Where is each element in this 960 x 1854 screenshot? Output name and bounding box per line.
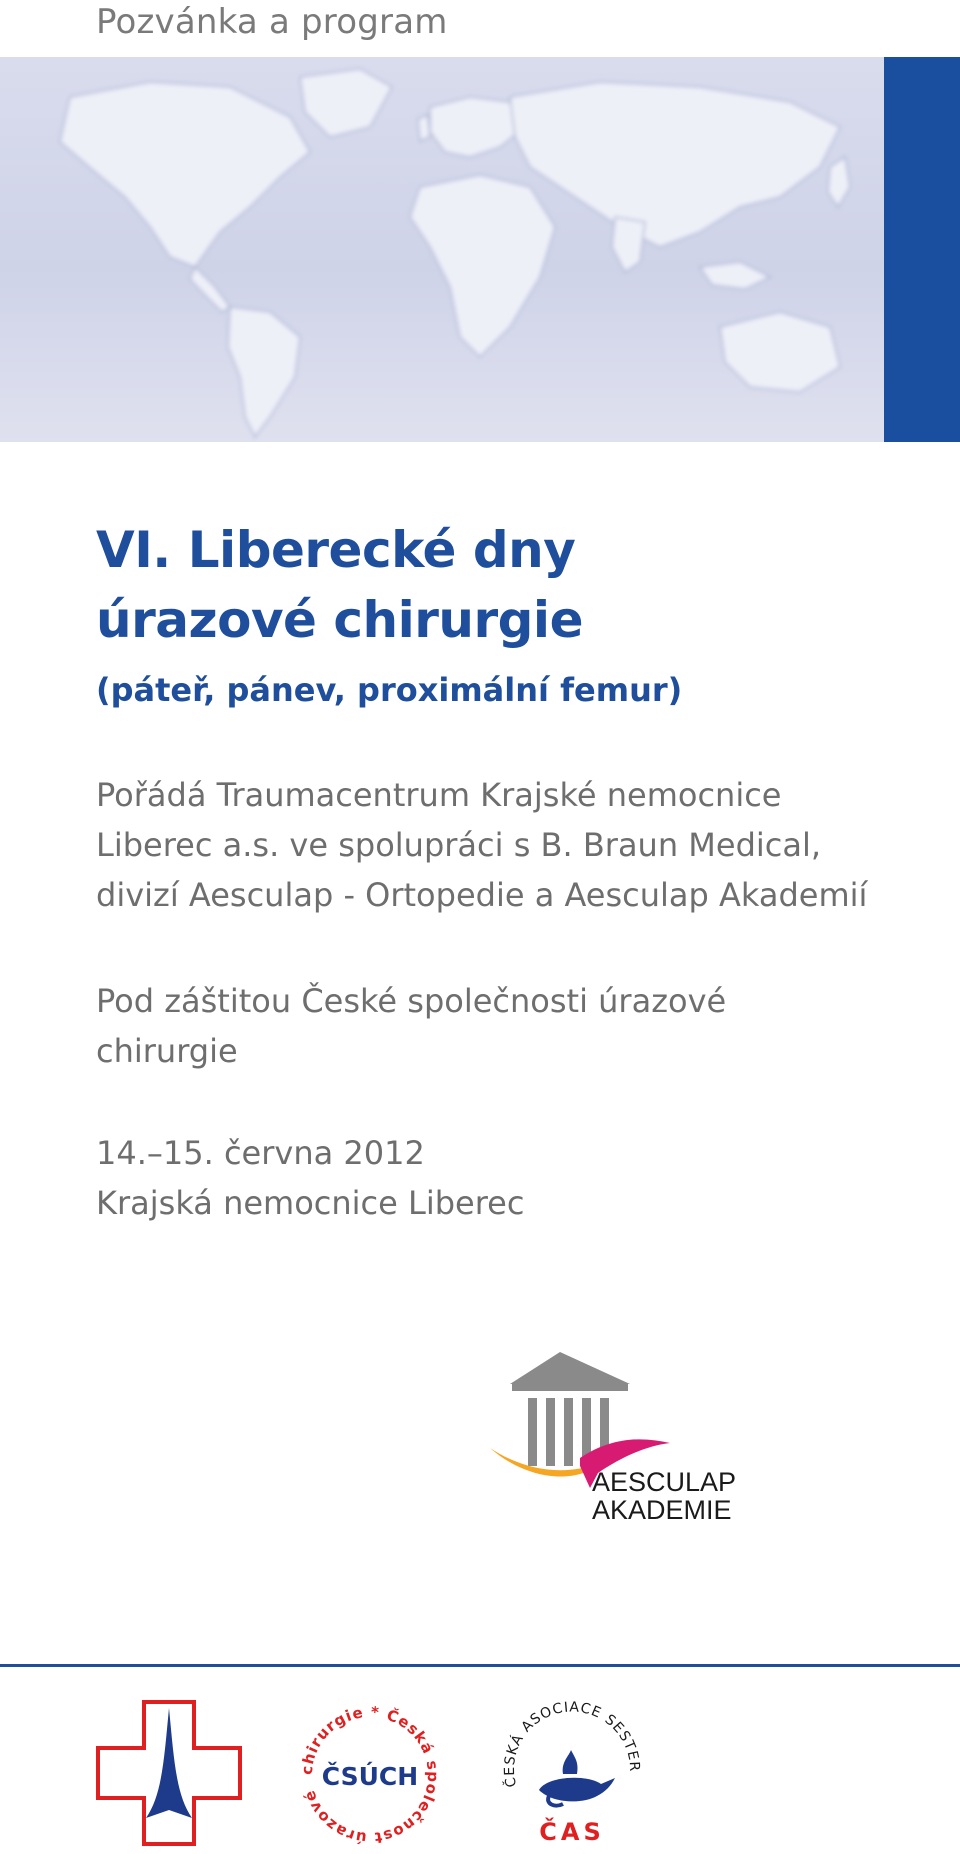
cas-ring-text: ČESKÁ ASOCIACE SESTER (501, 1700, 643, 1789)
event-title-line2: úrazové chirurgie (96, 591, 583, 649)
date-place-text (96, 1128, 524, 1228)
world-map-image (0, 57, 884, 442)
event-subtitle: (páteř, pánev, proximální femur) (96, 671, 683, 709)
organizer-line1: Pořádá Traumacentrum Krajské nemocnice (96, 776, 782, 814)
footer-divider (0, 1664, 960, 1667)
organizer-line3: divizí Aesculap - Ortopedie a Aesculap Akademií (96, 876, 868, 914)
csuch-seal-icon (295, 1700, 445, 1850)
accent-bar (884, 57, 960, 442)
organizer-text (96, 770, 867, 920)
cas-logo (497, 1700, 647, 1850)
header-label: Pozvánka a program (96, 2, 448, 42)
cas-abbr: ČAS (539, 1818, 605, 1846)
aesculap-wordmark (592, 1468, 736, 1524)
aesculap-wordmark-line2: AKADEMIE (592, 1495, 732, 1525)
event-place: Krajská nemocnice Liberec (96, 1184, 525, 1222)
csuch-logo (295, 1700, 445, 1850)
patronage-text (96, 976, 726, 1076)
hospital-cross-logo (96, 1700, 242, 1846)
cross-icon (96, 1700, 242, 1846)
world-map-icon (0, 57, 884, 442)
event-title (96, 515, 583, 655)
patronage-line2: chirurgie (96, 1032, 238, 1070)
oil-lamp-icon (539, 1750, 615, 1806)
event-title-line1: VI. Liberecké dny (96, 521, 576, 579)
aesculap-akademie-logo (480, 1348, 750, 1528)
event-date: 14.–15. června 2012 (96, 1134, 425, 1172)
patronage-line1: Pod záštitou České společnosti úrazové (96, 982, 727, 1020)
svg-text:ČESKÁ ASOCIACE SESTER (500, 1700, 642, 1789)
organizer-line2: Liberec a.s. ve spolupráci s B. Braun Medical, (96, 826, 822, 864)
csuch-abbr: ČSÚCH (321, 1762, 419, 1791)
csuch-ring-text: chirurgie * Česká společnost úrazové (297, 1702, 443, 1848)
aesculap-wordmark-line1: AESCULAP (592, 1467, 737, 1497)
cas-seal-icon (497, 1700, 647, 1850)
